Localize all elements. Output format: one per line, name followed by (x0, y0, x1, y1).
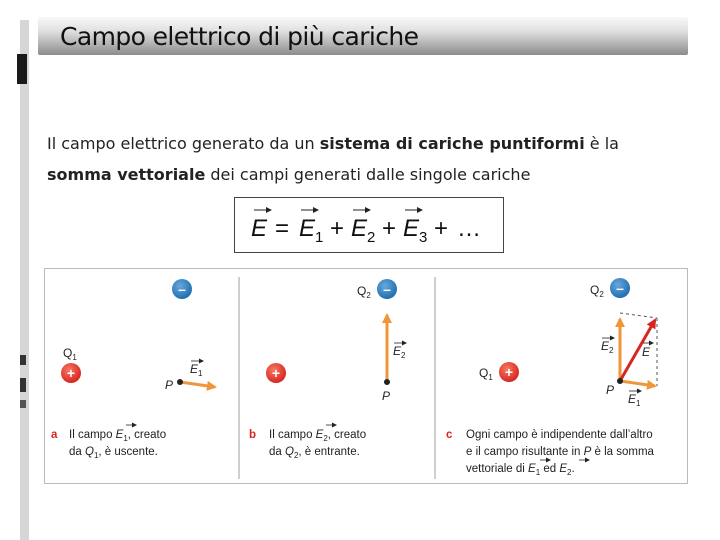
caption-symbol: E (115, 429, 124, 441)
charge-sign: – (383, 281, 391, 297)
point-p (177, 379, 183, 385)
caption-line (466, 446, 655, 458)
formula-plus: + (330, 215, 345, 242)
vector-label: E (642, 345, 651, 359)
caption-text: Il campo (69, 429, 116, 441)
caption-symbol: E (559, 463, 567, 475)
rail-mark (20, 400, 26, 408)
charge-letter: Q (357, 284, 367, 298)
charge-letter: Q (63, 346, 73, 360)
caption-text: , è entrante. (298, 446, 360, 458)
formula-plus: + (434, 215, 449, 242)
caption-index: 2 (323, 434, 328, 443)
caption-text: , creato (327, 429, 367, 441)
charge-sign: – (178, 281, 186, 297)
caption-line: Ogni campo è indipendente dall’altro (466, 429, 653, 441)
vector-label (628, 392, 641, 408)
vector-letter: E (601, 339, 610, 353)
intro-text (47, 128, 687, 190)
field-vector-e1 (620, 381, 655, 386)
formula-lhs: E (251, 215, 268, 242)
caption-text: . (571, 463, 575, 475)
vector-letter: E (628, 392, 637, 406)
charge-sign: + (504, 364, 514, 380)
vector-index: 1 (198, 369, 203, 378)
charges-figure (44, 268, 688, 484)
panel-letter: a (51, 429, 58, 441)
formula-index: 2 (367, 229, 376, 246)
panel-a-diagram (61, 279, 215, 392)
caption-index: 2 (293, 451, 299, 460)
field-vector-e1 (180, 382, 215, 387)
charge-sign: + (271, 365, 281, 381)
vector-letter: E (393, 344, 402, 358)
formula-box (234, 197, 504, 253)
vector-label (601, 339, 614, 355)
caption-index: 1 (535, 468, 541, 477)
rail-mark-top (17, 54, 27, 84)
caption-symbol: Q (85, 446, 94, 458)
caption-symbol: E (528, 463, 536, 475)
formula-index: 3 (419, 229, 428, 246)
caption-text: è la somma (591, 446, 654, 458)
formula-index: 1 (315, 229, 324, 246)
vector-index: 2 (609, 346, 614, 355)
point-p (384, 379, 390, 385)
formula-equals: = (275, 215, 290, 242)
charges-diagram (45, 269, 689, 485)
caption-index: 1 (93, 451, 99, 460)
charge-index: 2 (599, 290, 604, 299)
formula (235, 198, 505, 254)
charge-label (479, 366, 493, 382)
formula-term: E (403, 215, 420, 242)
charge-sign: – (616, 280, 624, 296)
caption-symbol: E (315, 429, 324, 441)
panel-b-caption (249, 425, 366, 460)
left-rail (20, 20, 29, 540)
point-label: P (382, 389, 391, 403)
rail-mark (20, 355, 26, 365)
point-label: P (165, 378, 174, 392)
formula-term: E (299, 215, 316, 242)
caption-text: da (69, 446, 85, 458)
formula-term: E (351, 215, 368, 242)
caption-index: 2 (567, 468, 572, 477)
charge-index: 1 (72, 353, 77, 362)
panel-c-caption (446, 429, 655, 477)
charge-sign: + (66, 365, 76, 381)
caption-text: vettoriale di (466, 463, 529, 475)
point-p (617, 378, 623, 384)
panel-b-diagram (266, 279, 406, 403)
caption-line (269, 446, 360, 460)
caption-line (269, 429, 366, 443)
vector-label (393, 344, 406, 360)
charge-index: 1 (488, 373, 493, 382)
caption-text: , è uscente. (98, 446, 158, 458)
charge-label (63, 346, 77, 362)
point-label: P (606, 383, 615, 397)
charge-letter: Q (590, 283, 600, 297)
charge-label (357, 284, 371, 300)
rail-mark (20, 378, 26, 392)
formula-plus: + (382, 215, 397, 242)
caption-text: da (269, 446, 285, 458)
panel-letter: b (249, 429, 257, 441)
slide-title: Campo elettrico di più cariche (60, 22, 419, 51)
panel-c-diagram (479, 278, 657, 408)
vector-letter: E (190, 362, 199, 376)
caption-index: 1 (123, 434, 128, 443)
vector-index: 2 (401, 351, 406, 360)
intro-part: è la (584, 134, 619, 153)
construction-line (620, 313, 657, 318)
caption-text: Il campo (269, 429, 316, 441)
caption-line (466, 463, 575, 477)
caption-text: , creato (127, 429, 167, 441)
intro-part: Il campo elettrico generato da un (47, 134, 320, 153)
vector-index: 1 (636, 399, 641, 408)
caption-line (69, 429, 166, 443)
caption-line (69, 446, 158, 460)
intro-part: dei campi generati dalle singole cariche (205, 165, 531, 184)
charge-label (590, 283, 604, 299)
caption-text: ed (540, 463, 560, 475)
intro-bold-term: somma vettoriale (47, 165, 206, 184)
caption-symbol: P (583, 446, 592, 458)
charge-letter: Q (479, 366, 489, 380)
vector-label (190, 362, 203, 378)
intro-bold-term: sistema di cariche puntiformi (319, 134, 585, 153)
formula-ellipsis: … (457, 215, 481, 242)
caption-symbol: Q (285, 446, 294, 458)
charge-index: 2 (366, 291, 371, 300)
panel-letter: c (446, 429, 453, 441)
panel-a-caption (51, 425, 166, 460)
caption-text: e il campo risultante in (466, 446, 584, 458)
